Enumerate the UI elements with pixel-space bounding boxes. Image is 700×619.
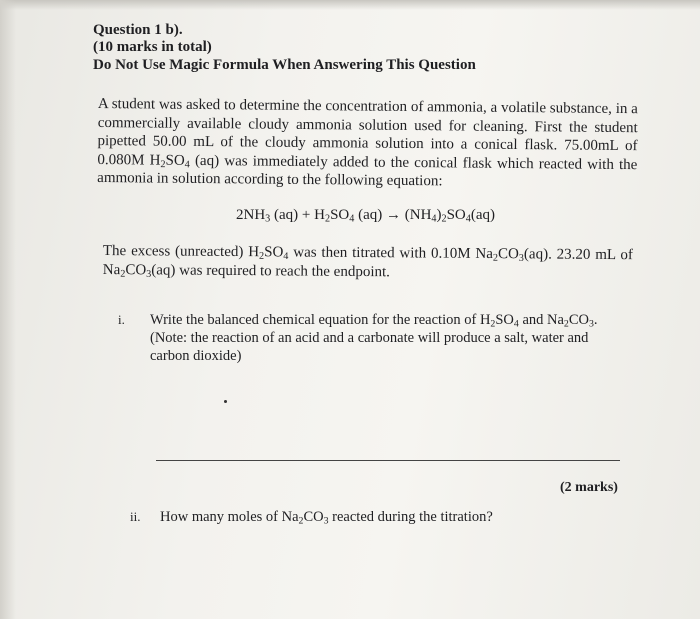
question-title: Question 1 b).: [93, 22, 183, 38]
reaction-equation: $2NH_3$ $(aq) + H_2SO_4$ $(aq) \to (NH_4)_2SO_4(aq)$: [236, 207, 496, 225]
instruction: Do Not Use Magic Formula When Answering This Question: [93, 57, 476, 73]
answer-line: [156, 460, 620, 461]
page-shadow-left: [0, 0, 16, 619]
part-i-numeral: i.: [118, 312, 125, 327]
marks-total: (10 marks in total): [93, 39, 212, 55]
part-ii-numeral: ii.: [130, 509, 141, 524]
part-i-marks: (2 marks): [560, 480, 618, 495]
stray-mark: [224, 400, 227, 403]
part-i-question: Write the balanced chemical equation for the reaction of $H_2SO_4$ and $Na_2CO_3$. (Note: the reaction of an acid and a carbonate will produce a salt, water and carbon dioxide): [150, 312, 598, 364]
part-ii-question: How many moles of $Na_2CO_3$ reacted during the titration?: [160, 509, 493, 527]
page-shadow-top: [0, 0, 700, 10]
titration-paragraph: The excess (unreacted) $H_2SO_4$ was then titrated with 0.10M $Na_2CO_3(aq)$. 23.20 mL of $Na_2CO_3(aq)$ was required to reach the endpoint.: [102, 242, 633, 280]
scenario-paragraph: A student was asked to determine the concentration of ammonia, a volatile substance, in a commercially available cloudy ammonia solution used for cleaning. First the student pipetted 50.00 mL of the cloudy ammonia solution into a conical flask. 75.00mL of 0.080M $H_2SO_4$ (aq) was immediately added to the conical flask which reacted with the ammonia in solution according to the following equation:: [97, 95, 638, 190]
